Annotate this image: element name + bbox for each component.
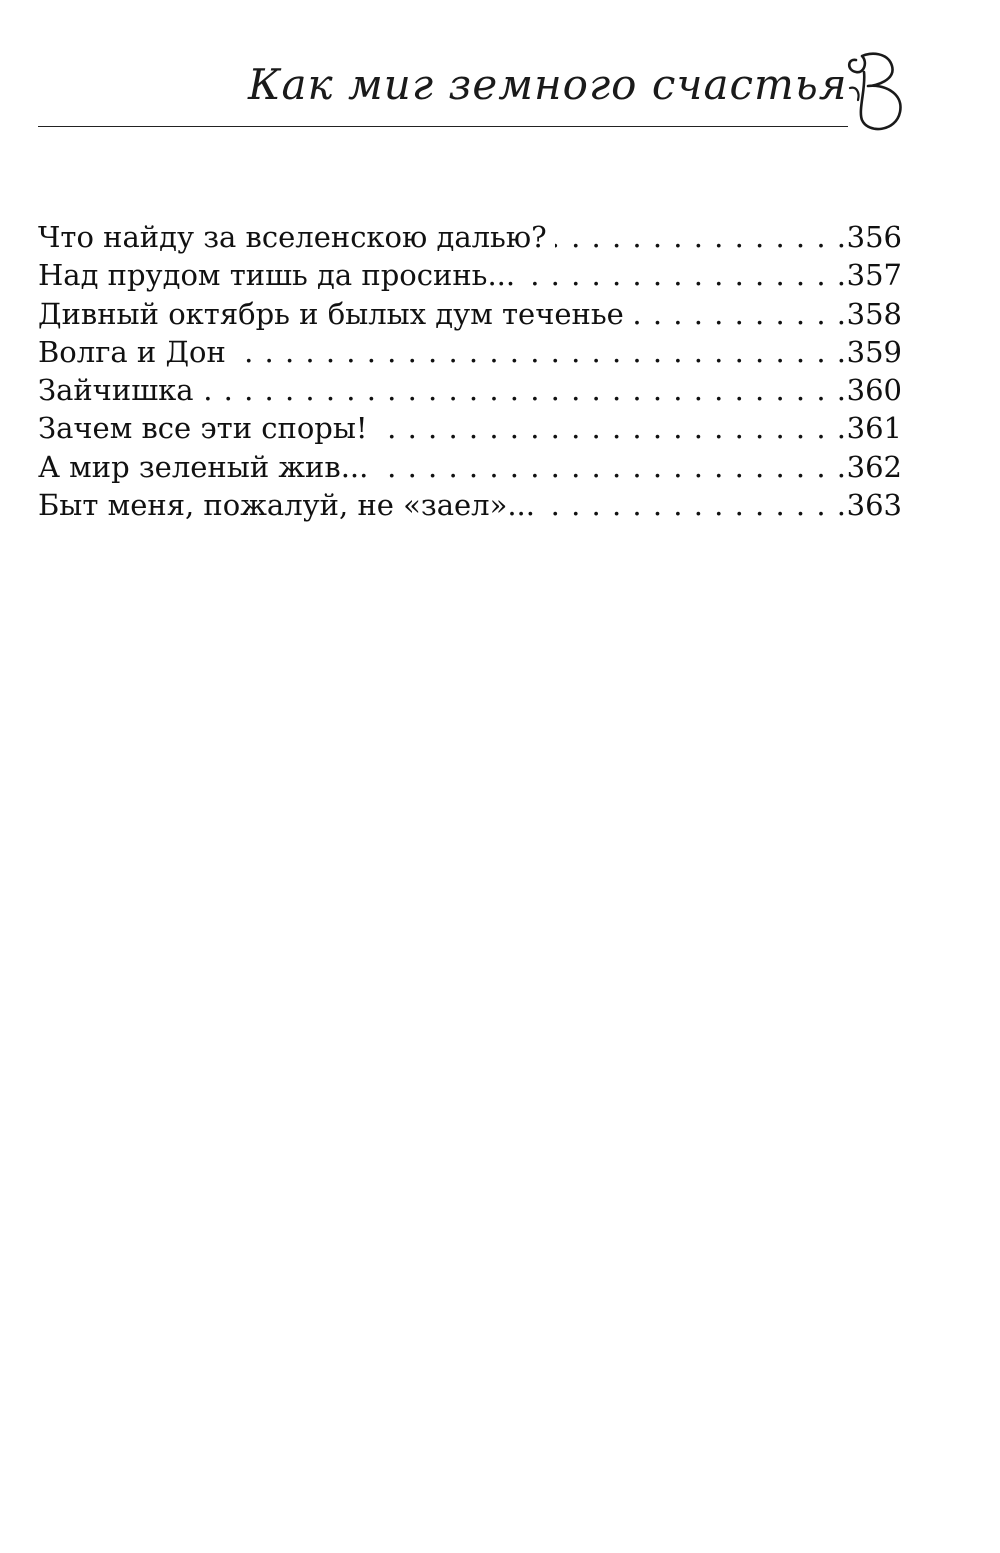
page-header	[0, 0, 1000, 180]
toc-entry-page: 356	[846, 220, 902, 254]
dot-leader	[376, 448, 846, 486]
toc-entry[interactable]	[38, 218, 902, 256]
decorative-letter-logo	[842, 48, 912, 138]
dot-leader	[555, 218, 846, 256]
dot-leader	[376, 409, 846, 447]
toc-entry-title: Волга и Дон	[38, 334, 226, 369]
running-head-title: Как миг земного счастья	[248, 60, 848, 109]
toc-entry-page: 359	[846, 334, 902, 369]
toc-entry[interactable]	[38, 256, 902, 294]
toc-entry-title: Зайчишка	[38, 373, 194, 408]
toc-entry-title: А мир зеленый жив...	[38, 449, 369, 484]
toc-entry-title: Зачем все эти споры!	[38, 411, 368, 446]
dot-leader	[234, 333, 846, 371]
dot-leader	[543, 486, 846, 524]
toc-entry[interactable]	[38, 333, 902, 371]
header-rule	[38, 126, 848, 127]
toc-entry-page: 363	[846, 488, 902, 523]
toc-entry[interactable]	[38, 486, 902, 524]
table-of-contents	[38, 218, 902, 524]
toc-entry-page: 361	[846, 411, 902, 446]
toc-entry-page: 357	[846, 258, 902, 293]
toc-entry[interactable]	[38, 295, 902, 333]
toc-entry[interactable]	[38, 371, 902, 409]
toc-entry-page: 360	[846, 373, 902, 408]
toc-entry-title: Дивный октябрь и былых дум теченье	[38, 296, 624, 331]
toc-entry[interactable]	[38, 409, 902, 447]
toc-entry[interactable]	[38, 448, 902, 486]
toc-entry-title: Быт меня, пожалуй, не «заел»...	[38, 488, 535, 523]
toc-entry-page: 362	[846, 449, 902, 484]
dot-leader	[632, 295, 846, 333]
dot-leader	[202, 371, 846, 409]
toc-entry-page: 358	[846, 296, 902, 331]
toc-entry-title: Над прудом тишь да просинь...	[38, 258, 516, 293]
toc-entry-title: Что найду за вселенскою далью?	[38, 220, 547, 254]
dot-leader	[523, 256, 846, 294]
